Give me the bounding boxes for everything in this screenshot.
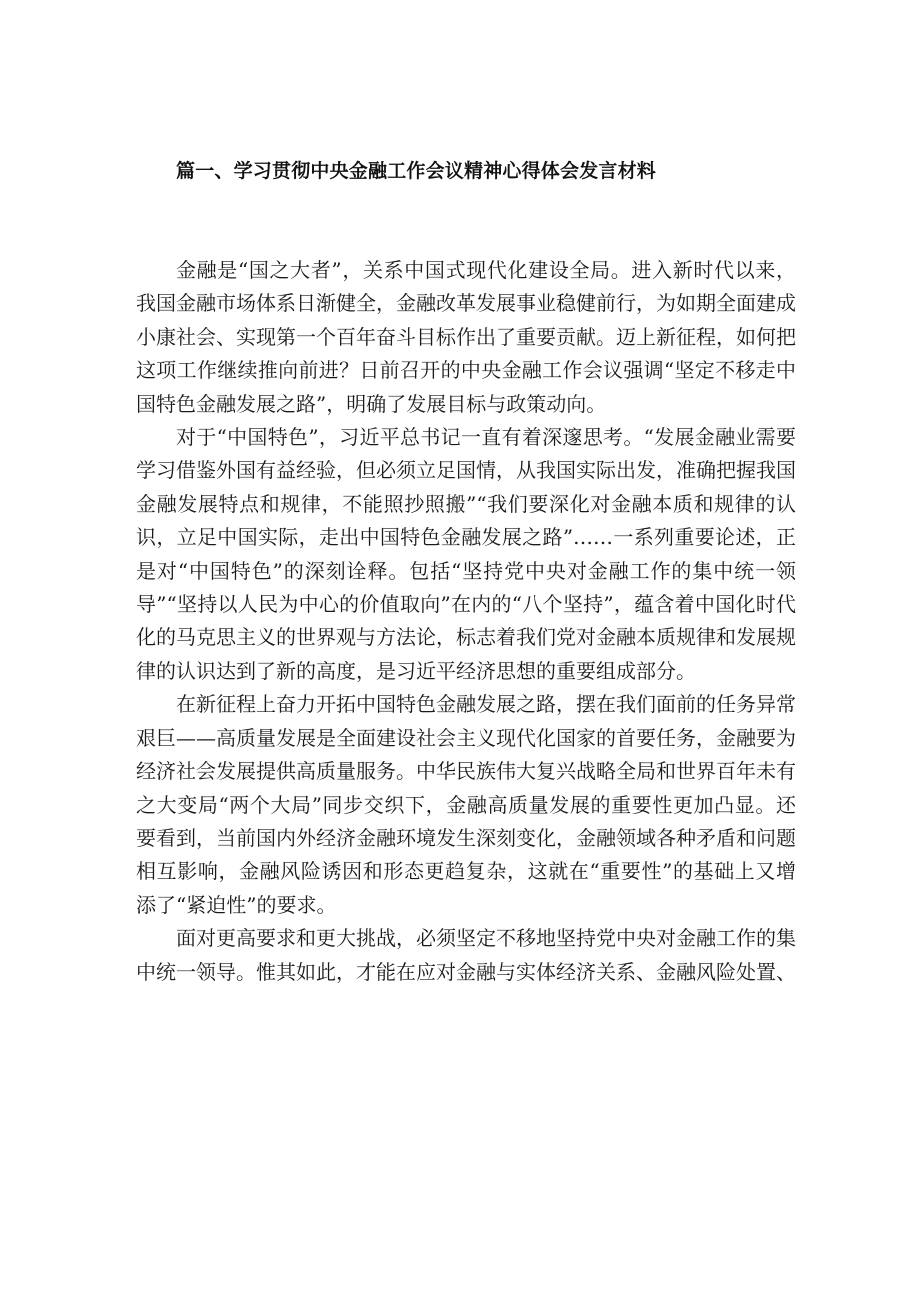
document-body [136, 254, 796, 989]
paragraph-1: 金融是“国之大者”，关系中国式现代化建设全局。进入新时代以来，我国金融市场体系日渐健全，金融改革发展事业稳健前行，为如期全面建成小康社会、实现第一个百年奋斗目标作出了重要贡献。迈上新征程，如何把这项工作继续推向前进？日前召开的中央金融工作会议强调“坚定不移走中国特色金融发展之路”，明确了发展目标与政策动向。 [136, 258, 796, 416]
paragraph-4: 面对更高要求和更大挑战，必须坚定不移地坚持党中央对金融工作的集中统一领导。惟其如此，才能在应对金融与实体经济关系、金融风险处置、 [136, 926, 796, 984]
paragraph-2: 对于“中国特色”，习近平总书记一直有着深邃思考。“发展金融业需要学习借鉴外国有益经验，但必须立足国情，从我国实际出发，准确把握我国金融发展特点和规律，不能照抄照搬”“我们要深化对金融本质和规律的认识，立足中国实际，走出中国特色金融发展之路”……一系列重要论述，正是对“中国特色”的深刻诠释。包括“坚持党中央对金融工作的集中统一领导”“坚持以人民为中心的价值取向”在内的“八个坚持”，蕴含着中国化时代化的马克思主义的世界观与方法论，标志着我们党对金融本质规律和发展规律的认识达到了新的高度，是习近平经济思想的重要组成部分。 [136, 425, 796, 683]
paragraph-3: 在新征程上奋力开拓中国特色金融发展之路，摆在我们面前的任务异常艰巨——高质量发展是全面建设社会主义现代化国家的首要任务，金融要为经济社会发展提供高质量服务。中华民族伟大复兴战略全局和世界百年未有之大变局“两个大局”同步交织下，金融高质量发展的重要性更加凸显。还要看到，当前国内外经济金融环境发生深刻变化，金融领域各种矛盾和问题相互影响，金融风险诱因和形态更趋复杂，这就在“重要性”的基础上又增添了“紧迫性”的要求。 [136, 692, 796, 917]
document-title: 篇一、学习贯彻中央金融工作会议精神心得体会发言材料 [176, 160, 657, 182]
